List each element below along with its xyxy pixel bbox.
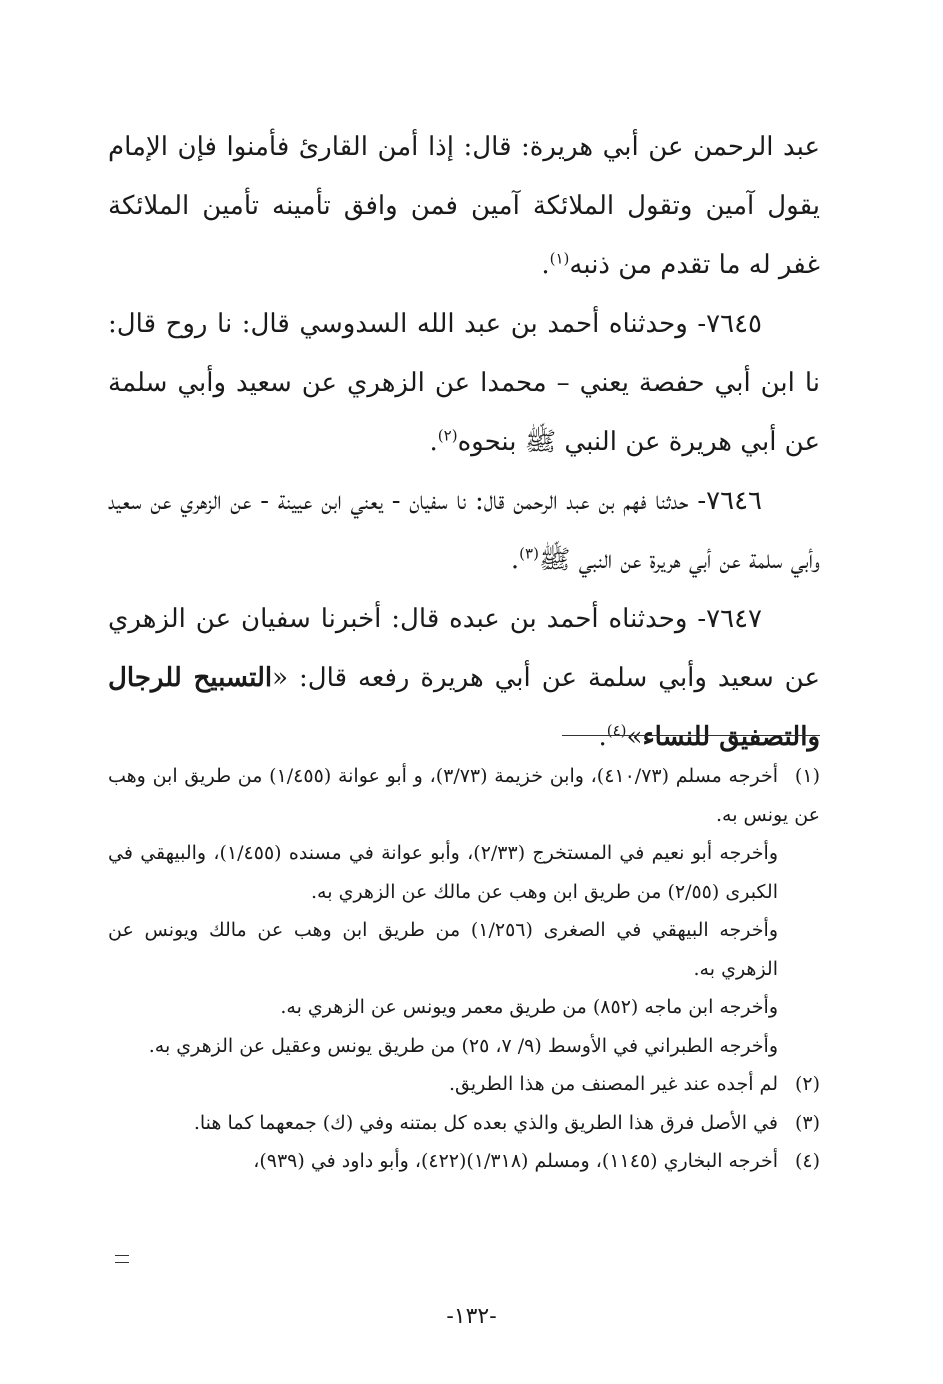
footnote-2-text: لم أجده عند غير المصنف من هذا الطريق.: [448, 1073, 778, 1095]
footnotes: [108, 757, 820, 1181]
footnote-1-text-d: وأخرجه ابن ماجه (٨٥٢) من طريق معمر ويونس عن الزهري به.: [280, 996, 778, 1018]
footnote-ref-3: (٣): [519, 544, 539, 563]
footnote-1-text-c: وأخرجه البيهقي في الصغرى (١/٢٥٦) من طريق ابن وهب عن مالك ويونس عن الزهري به.: [108, 919, 778, 980]
page-number: -١٣٢-: [446, 1304, 497, 1329]
footnote-ref-1: (١): [549, 249, 570, 268]
paragraph-1-text: عبد الرحمن عن أبي هريرة: قال: إذا أمن القارئ فأمنوا فإن الإمام يقول آمين وتقول الملائكة آمين فمن وافق تأمينه تأمين الملائكة غفر له ما تقدم من ذنبه: [108, 132, 820, 280]
footnote-2: [108, 1065, 820, 1104]
footnote-1-text-b: وأخرجه أبو نعيم في المستخرج (٢/٣٣)، وأبو عوانة في مسنده (١/٤٥٥)، والبيهقي في الكبرى (٢/٥٥) من طريق ابن وهب عن مالك عن الزهري به.: [108, 842, 779, 903]
hadith-7646-text: ٧٦٤٦- حدثنا فهم بن عبد الرحمن قال: نا سفيان - يعني ابن عيينة - عن الزهري عن سعيد وأبي سلمة عن أبي هريرة عن النبي ﷺ: [108, 486, 820, 575]
footnote-3: [108, 1104, 820, 1143]
footnote-ref-4: (٤): [606, 721, 627, 740]
period: .: [429, 427, 438, 457]
footnote-3-mark: (٣): [794, 1111, 820, 1134]
continuation-mark: [115, 1255, 129, 1263]
hadith-7645: [108, 295, 820, 472]
period: .: [510, 545, 520, 575]
footnote-3-text: في الأصل فرق هذا الطريق والذي بعده كل بمتنه وفي (ك) جمعهما كما هنا.: [193, 1111, 778, 1134]
footnote-1-mark: (١): [794, 765, 820, 787]
footnote-1-text-e: وأخرجه الطبراني في الأوسط (٩/ ٧، ٢٥) من طريق يونس وعقيل عن الزهري به.: [148, 1034, 778, 1057]
footnote-ref-2: (٢): [437, 426, 458, 445]
footnote-4-mark: (٤): [794, 1150, 820, 1172]
footnote-4-text: أخرجه البخاري (١١٤٥)، ومسلم (١/٣١٨)(٤٢٢)، وأبو داود في (٩٣٩)،: [253, 1150, 778, 1172]
footnote-4: [108, 1142, 820, 1181]
hadith-7645-text: ٧٦٤٥- وحدثناه أحمد بن عبد الله السدوسي قال: نا روح قال: نا ابن أبي حفصة يعني – محمدا عن الزهري عن سعيد وأبي سلمة عن أبي هريرة عن النبي ﷺ بنحوه: [108, 309, 820, 457]
period: .: [541, 250, 550, 280]
hadith-7647-bold-quote: التسبيح للرجال والتصفيق للنساء: [108, 663, 820, 752]
footnote-1-text-a: أخرجه مسلم (٤١٠/٧٣)، وابن خزيمة (٣/٧٣)، و أبو عوانة (١/٤٥٥) من طريق ابن وهب عن يونس به.: [108, 765, 820, 826]
footnote-2-mark: (٢): [794, 1073, 820, 1095]
hadith-7646: [108, 472, 820, 590]
period: .: [598, 722, 607, 752]
main-text: [108, 118, 820, 767]
footnote-separator: [562, 735, 820, 736]
paragraph-1: [108, 118, 820, 295]
hadith-7647: [108, 590, 820, 767]
footnote-1: [108, 757, 820, 834]
close-quote: »: [626, 722, 643, 752]
hadith-7647-text: ٧٦٤٧- وحدثناه أحمد بن عبده قال: أخبرنا سفيان عن الزهري عن سعيد وأبي سلمة عن أبي هريرة رفعه قال: «: [108, 604, 820, 693]
